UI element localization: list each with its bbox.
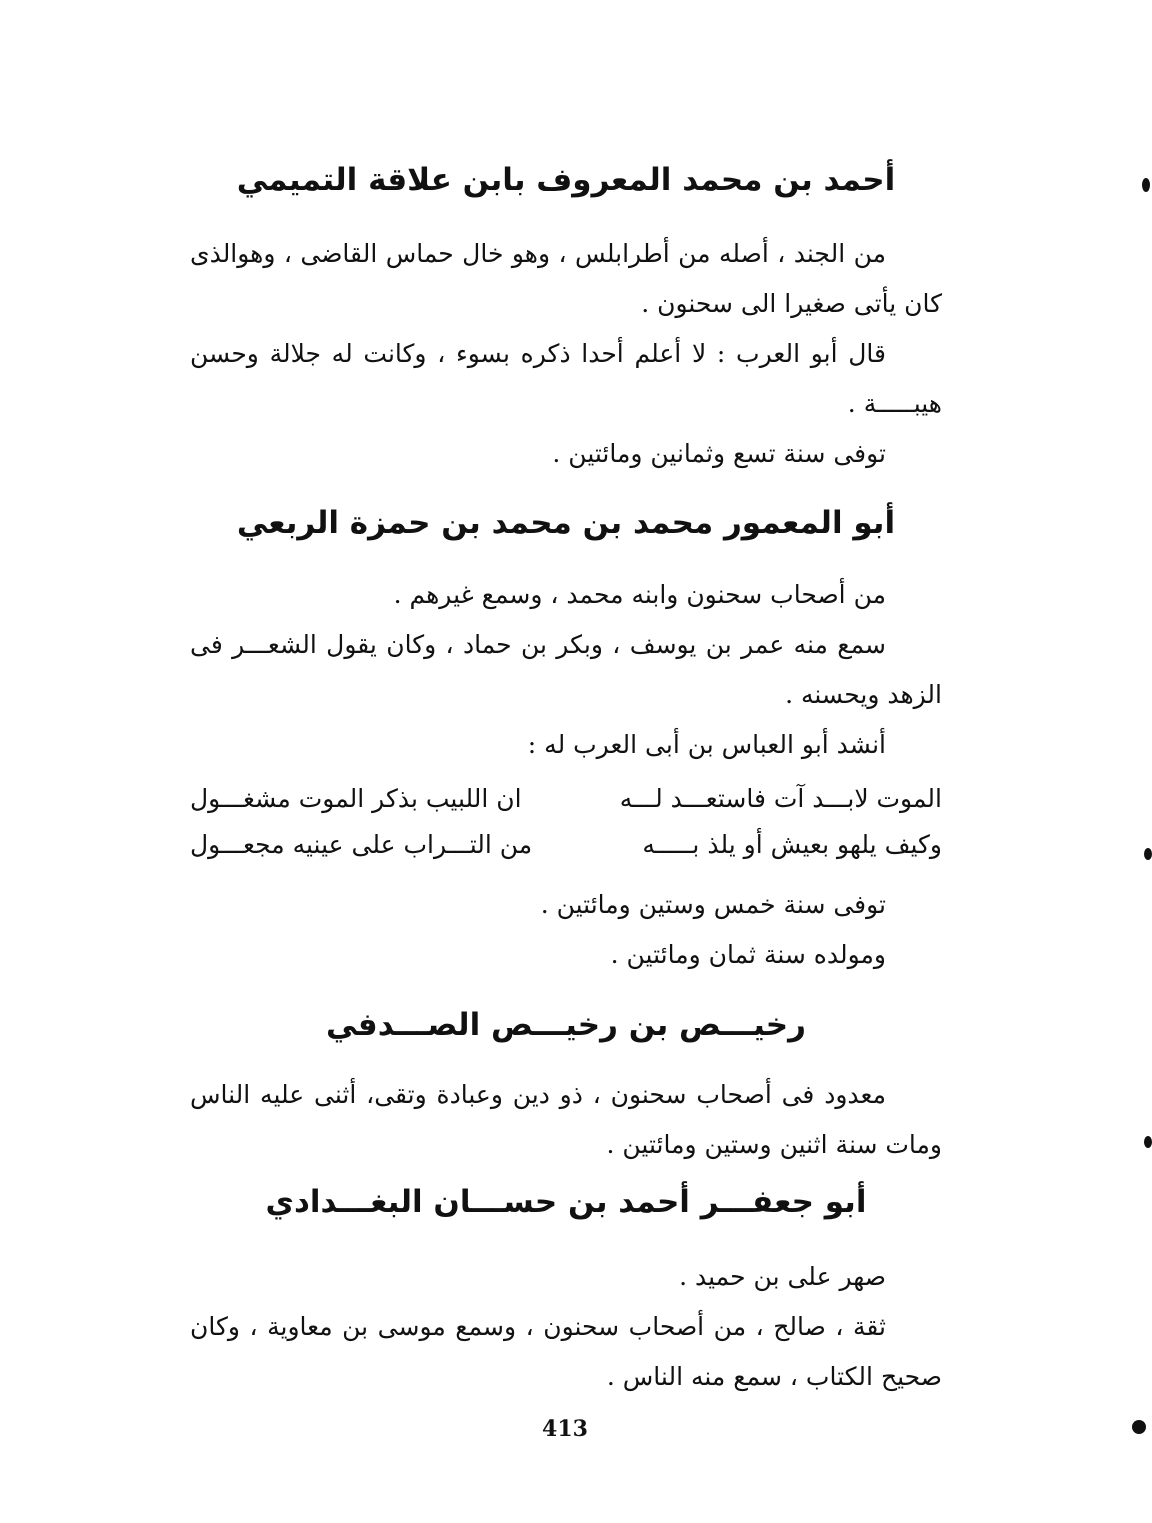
verse-first-hemistich: الموت لابـــد آت فاستعـــد لـــه: [619, 784, 942, 813]
entry-body: [190, 229, 942, 479]
entry-body: [190, 570, 942, 770]
paragraph: من أصحاب سحنون وابنه محمد ، وسمع غيرهم .: [393, 580, 886, 609]
entry-body: [190, 1252, 942, 1402]
scan-margin-mark: [1144, 1136, 1152, 1148]
paragraph: ومولده سنة ثمان ومائتين .: [610, 940, 886, 969]
paragraph: معدود فى أصحاب سحنون ، ذو دين وعبادة وتقى، أثنى عليه الناس ومات سنة اثنين وستين ومائتين .: [190, 1080, 942, 1159]
paragraph: سمع منه عمر بن يوسف ، وبكر بن حماد ، وكان يقول الشعـــر فى الزهد ويحسنه .: [190, 630, 942, 709]
verse-first-hemistich: وكيف يلهو بعيش أو يلذ بـــــه: [642, 830, 942, 859]
scan-margin-mark: [1132, 1420, 1146, 1434]
verse-second-hemistich: ان اللبيب بذكر الموت مشغـــول: [190, 784, 522, 813]
page-number: 413: [542, 1416, 588, 1442]
poem-verse: [190, 822, 942, 868]
paragraph: توفى سنة خمس وستين ومائتين .: [540, 890, 886, 919]
paragraph: قال أبو العرب : لا أعلم أحدا ذكره بسوء ، وكانت له جلالة وحسن هيبـــــة .: [190, 339, 942, 418]
paragraph: ثقة ، صالح ، من أصحاب سحنون ، وسمع موسى بن معاوية ، وكان صحيح الكتاب ، سمع منه الناس .: [190, 1312, 942, 1391]
paragraph: توفى سنة تسع وثمانين ومائتين .: [552, 439, 886, 468]
entry-heading: أحمد بن محمد المعروف بابن علاقة التميمي: [236, 162, 896, 198]
verse-second-hemistich: من التـــراب على عينيه مجعـــول: [190, 830, 533, 859]
paragraph: أنشد أبو العباس بن أبى العرب له :: [527, 730, 886, 759]
scan-margin-mark: [1144, 848, 1152, 860]
entry-body: [190, 1070, 942, 1170]
poem-verse: [190, 776, 942, 822]
entry-heading: رخيـــص بن رخيـــص الصـــدفي: [326, 1007, 806, 1043]
paragraph: من الجند ، أصله من أطرابلس ، وهو خال حماس القاضى ، وهوالذى كان يأتى صغيرا الى سحنون .: [190, 239, 942, 318]
entry-heading: أبو جعفـــر أحمد بن حســـان البغـــدادي: [265, 1184, 867, 1220]
entry-heading: أبو المعمور محمد بن محمد بن حمزة الربعي: [236, 505, 896, 541]
entry-body-continued: [190, 880, 942, 980]
scan-margin-mark: [1142, 178, 1150, 192]
paragraph: صهر على بن حميد .: [679, 1262, 886, 1291]
